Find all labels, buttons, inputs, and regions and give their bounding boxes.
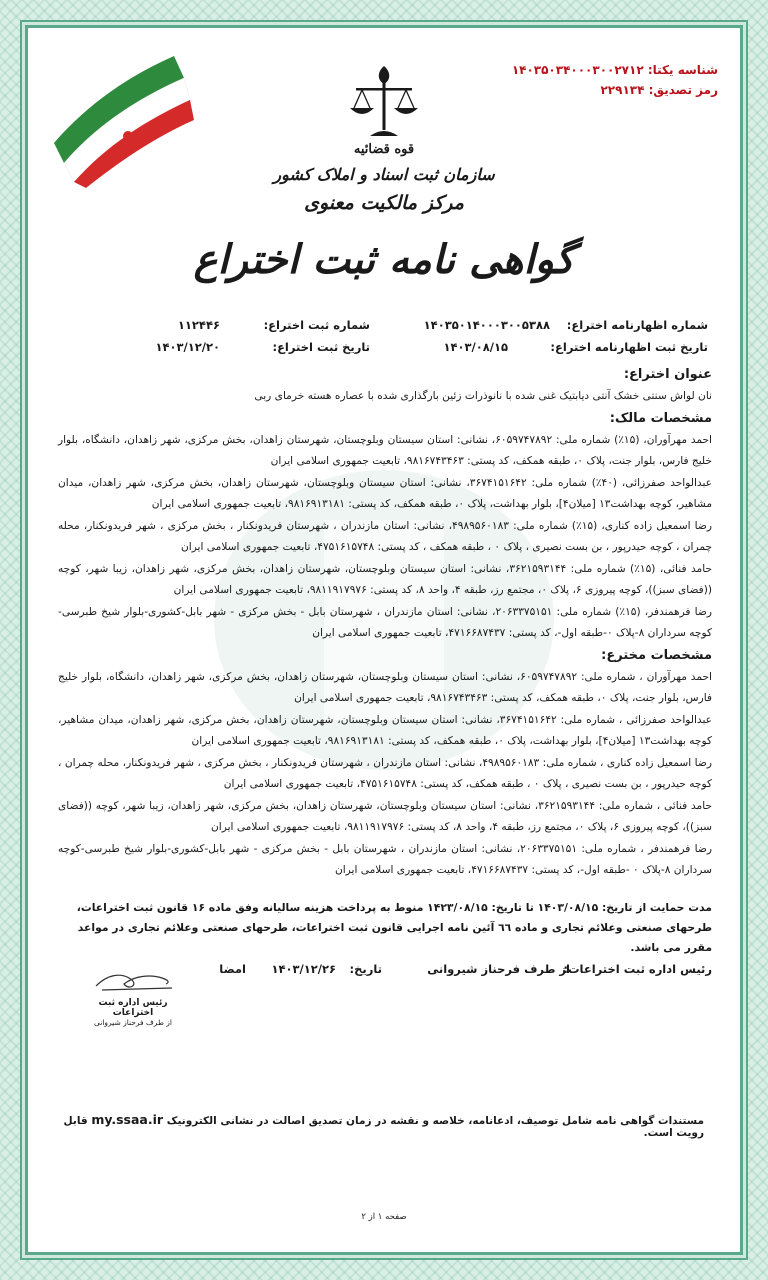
date-label: تاریخ: bbox=[349, 962, 382, 976]
judiciary-scales-emblem-icon bbox=[344, 62, 424, 142]
inventors-heading: مشخصات مخترع: bbox=[601, 647, 712, 663]
inventor-entry: رضا فرهمندفر ، شماره ملی: ۲۰۶۳۳۷۵۱۵۱، نشانی: استان مازندران ، شهرستان بابل - بخش مرکزی - شهر بابل-کشوری-بلوار شیخ طبرسی-کوچه سرداران ۸-پلاک ۰ -طبقه اول-، کد پستی: ۴۷۱۶۶۸۷۴۳۷، تابعیت جمهوری اسلامی ایران bbox=[58, 842, 712, 876]
declaration-no-label: شماره اظهارنامه اختراع: bbox=[566, 318, 708, 332]
certificate-title: گواهی نامه ثبت اختراع bbox=[193, 236, 575, 283]
judiciary-name: قوه قضائیه bbox=[353, 142, 415, 157]
declaration-no-value: ۱۴۰۳۵۰۱۴۰۰۰۳۰۰۵۳۸۸ bbox=[423, 318, 550, 332]
certificate-body bbox=[58, 364, 712, 882]
invention-title: نان لواش سنتی خشک آنتی دیابتیک غنی شده با نانوذرات زئین بارگذاری شده با عصاره هسته خرمای ربی bbox=[254, 390, 712, 402]
owner-entry: رضا اسمعیل زاده کناری، (۱۵٪) شماره ملی: ۴۹۸۹۵۶۰۱۸۳، نشانی: استان مازندران ، شهرستان فریدونکنار ، بخش مرکزی ، شهر فریدونکنار، محله چمران ، کوچه حیدرپور ، بن بست نصیری ، پلاک ۰ ، طبقه همکف ، کد پستی: ۴۷۵۱۶۱۵۷۴۸، تابعیت جمهوری اسلامی ایران bbox=[58, 519, 713, 553]
inventor-entry: عبدالواحد صفرزائی ، شماره ملی: ۳۶۷۴۱۵۱۶۴۲، نشانی: استان سیستان وبلوچستان، شهرستان زاهدان، بخش مرکزی، شهر زاهدان، میدان مشاهیر، کوچه بهداشت۱۳ [میلان۴]، بلوار بهداشت، پلاک ۰، طبقه همکف، کد پستی: ۹۸۱۶۹۱۳۱۸۱، تابعیت جمهوری اسلامی ایران bbox=[58, 713, 712, 747]
owner-entry: رضا فرهمندفر، (۱۵٪) شماره ملی: ۲۰۶۳۳۷۵۱۵۱، نشانی: استان مازندران ، شهرستان بابل - بخش مرکزی - شهر بابل-کشوری-بلوار شیخ طبرسی-کوچه سرداران ۸-پلاک ۰-طبقه اول-، کد پستی: ۴۷۱۶۶۸۷۴۳۷، تابعیت جمهوری اسلامی ایران bbox=[58, 605, 712, 639]
stamp-title: رئیس اداره ثبت اختراعات bbox=[98, 998, 168, 1018]
footer-url-link[interactable]: my.ssaa.ir bbox=[91, 1112, 164, 1127]
owner-entry: حامد فنائی، (۱۵٪) شماره ملی: ۳۶۲۱۵۹۳۱۴۴، نشانی: استان سیستان وبلوچستان، شهرستان زاهدان، بخش مرکزی، شهر زاهدان، زیبا شهر، کوچه ((فضای سبز))، کوچه پیروزی ۶، پلاک ۰، مجتمع رز، طبقه ۴، واحد ۸، کد پستی: ۹۸۱۱۹۱۷۹۷۶، تابعیت جمهوری اسلامی ایران bbox=[58, 562, 712, 596]
registration-no-value: ۱۱۲۴۴۶ bbox=[177, 318, 220, 332]
tracking-ids bbox=[512, 60, 718, 100]
inventor-entry: احمد مهرآوران ، شماره ملی: ۶۰۵۹۷۴۷۸۹۲، نشانی: استان سیستان وبلوچستان، شهرستان زاهدان، بخش مرکزی، شهر زاهدان، دانشگاه، بلوار خلیج فارس، بلوار جنت، پلاک ۰، طبقه همکف، کد پستی: ۹۸۱۶۷۴۳۴۶۳، تابعیت جمهوری اسلامی ایران bbox=[58, 670, 712, 704]
owner-entry: احمد مهرآوران، (۱۵٪) شماره ملی: ۶۰۵۹۷۴۷۸۹۲، نشانی: استان سیستان وبلوچستان، شهرستان زاهدان، بخش مرکزی، شهر زاهدان، دانشگاه، بلوار خلیج فارس، بلوار جنت، پلاک ۰، طبقه همکف، کد پستی: ۹۸۱۶۷۴۳۴۶۳، تابعیت جمهوری اسلامی ایران bbox=[58, 433, 712, 467]
footer-note bbox=[54, 1112, 704, 1139]
footer-note-text: مستندات گواهی نامه شامل توصیف، ادعانامه، خلاصه و نقشه در زمان تصدیق اصالت در نشانی الکترونیک bbox=[166, 1115, 704, 1127]
date-value: ۱۴۰۳/۱۲/۲۶ bbox=[271, 962, 336, 976]
declaration-date-label: تاریخ ثبت اظهارنامه اختراع: bbox=[550, 340, 708, 354]
registry-name: سازمان ثبت اسناد و املاک کشور bbox=[273, 165, 495, 184]
ip-center-name: مرکز مالکیت معنوی bbox=[304, 192, 464, 214]
footer-note-end: قابل رویت است. bbox=[63, 1115, 704, 1139]
registration-no-label: شماره ثبت اختراع: bbox=[263, 318, 370, 332]
registration-date-label: تاریخ ثبت اختراع: bbox=[272, 340, 370, 354]
head-value: از طرف فرحناز شیروانی bbox=[427, 962, 570, 976]
owner-entry: عبدالواحد صفرزائی، (۴۰٪) شماره ملی: ۳۶۷۴۱۵۱۶۴۲، نشانی: استان سیستان وبلوچستان، شهرستان زاهدان، بخش مرکزی، شهر زاهدان، میدان مشاهیر، کوچه بهداشت۱۳ [میلان۴]، بلوار بهداشت، پلاک ۰، طبقه همکف، کد پستی: ۹۸۱۶۹۱۳۱۸۱، تابعیت جمهوری اسلامی ایران bbox=[58, 476, 712, 510]
inventor-entry: حامد فنائی ، شماره ملی: ۳۶۲۱۵۹۳۱۴۴، نشانی: استان سیستان وبلوچستان، شهرستان زاهدان، بخش مرکزی، شهر زاهدان، زیبا شهر، کوچه ((فضای سبز))، کوچه پیروزی ۶، پلاک ۰، مجتمع رز، طبقه ۴، واحد ۸، کد پستی: ۹۸۱۱۹۱۷۹۷۶، تابعیت جمهوری اسلامی ایران bbox=[58, 799, 712, 833]
owners-heading: مشخصات مالک: bbox=[609, 410, 712, 426]
head-label: رئیس اداره ثبت اختراعات: bbox=[563, 962, 712, 976]
stamp-subtitle: از طرف فرحناز شیروانی bbox=[94, 1018, 172, 1027]
tracking-label: شناسه یکتا: bbox=[647, 63, 718, 77]
signature-stamp bbox=[78, 968, 188, 1028]
tracking-value: ۱۴۰۳۵۰۳۴۰۰۰۳۰۰۲۷۱۲ bbox=[511, 63, 644, 77]
declaration-date-value: ۱۴۰۳/۰۸/۱۵ bbox=[443, 340, 508, 354]
registration-info bbox=[58, 318, 708, 362]
confirm-value: ۲۲۹۱۳۴ bbox=[600, 83, 645, 97]
page-number: صفحه ۱ از ۲ bbox=[361, 1212, 407, 1222]
protection-period: مدت حمایت از تاریخ: ۱۴۰۳/۰۸/۱۵ تا تاریخ: ۱۴۲۳/۰۸/۱۵ منوط به پرداخت هزینه سالیانه وفق ماده ۱۶ قانون ثبت اختراعات، طرحهای صنعتی وعلائم تجاری و ماده ٦٦ آئین نامه اجرایی قانون ثبت اختراعات، طرحهای صنعتی وعلائم تجاری در مواعد مقرر می باشد. bbox=[76, 901, 712, 954]
confirm-label: رمز تصدیق: bbox=[648, 83, 718, 97]
inventor-entry: رضا اسمعیل زاده کناری ، شماره ملی: ۴۹۸۹۵۶۰۱۸۳، نشانی: استان مازندران ، شهرستان فریدونکنار ، بخش مرکزی ، شهر فریدونکنار، محله چمران ، کوچه حیدرپور ، بن بست نصیری ، پلاک ۰ ، طبقه همکف، کد پستی: ۴۷۵۱۶۱۵۷۴۸، تابعیت جمهوری اسلامی ایران bbox=[58, 756, 712, 790]
sign-label: امضا bbox=[219, 962, 246, 976]
invention-heading: عنوان اختراع: bbox=[623, 367, 712, 382]
registration-date-value: ۱۴۰۳/۱۲/۲۰ bbox=[155, 340, 220, 354]
signature-mark-icon bbox=[88, 968, 178, 996]
